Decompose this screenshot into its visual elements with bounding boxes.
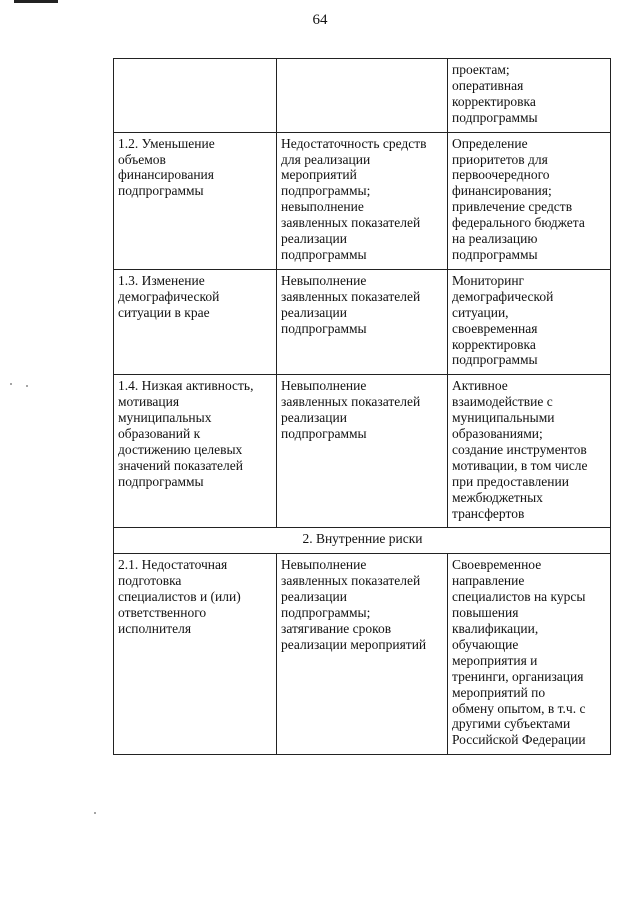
risk-cell <box>114 132 277 269</box>
cell-text-line: подпрограммы <box>452 109 538 125</box>
cell-text-line: реализации <box>281 231 347 247</box>
scan-speck <box>26 385 28 387</box>
cell-text-line: Своевременное <box>452 557 542 573</box>
cell-text-line: заявленных показателей <box>281 215 421 231</box>
cell-text-line: федерального бюджета <box>452 215 585 231</box>
page-number: 64 <box>312 12 328 28</box>
risk-table <box>113 58 611 755</box>
cause-cell <box>277 375 448 528</box>
section-heading: 2. Внутренние риски <box>114 528 611 554</box>
section-row <box>114 528 611 554</box>
cell-text-line: приоритетов для <box>452 151 548 167</box>
cell-text-line: Невыполнение <box>281 557 367 573</box>
scan-speck <box>10 383 12 385</box>
risk-cell <box>114 375 277 528</box>
cell-text-line: подпрограммы <box>118 473 204 489</box>
cell-text-line: реализации <box>281 589 347 605</box>
cell-text-line: подпрограммы <box>452 246 538 262</box>
cell-text-line: достижению целевых <box>118 441 243 457</box>
cell-text-line: привлечение средств <box>452 199 573 215</box>
cell-text-line: муниципальных <box>118 410 212 426</box>
cell-text-line: образованиями; <box>452 426 543 442</box>
cell-text-line: Недостаточность средств <box>281 135 427 151</box>
cell-text-line: корректировка <box>452 93 536 109</box>
cause-cell <box>277 269 448 374</box>
risk-cell <box>114 554 277 755</box>
cell-text-line: демографической <box>452 288 554 304</box>
table-row <box>114 375 611 528</box>
cell-text-line: исполнителя <box>118 621 192 636</box>
cell-text-line: ответственного <box>118 605 207 621</box>
cell-text-line: ситуации, <box>452 304 509 320</box>
cell-text-line: мероприятий по <box>452 684 546 700</box>
cell-text-line: на реализацию <box>452 231 538 247</box>
cell-text-line: специалистов на курсы <box>452 589 586 605</box>
cause-cell <box>277 59 448 133</box>
risk-cell <box>114 269 277 374</box>
cell-text-line: проектам; <box>452 62 510 77</box>
cell-text-line: своевременная <box>452 320 538 336</box>
cell-text-line: мероприятия и <box>452 652 538 668</box>
cause-cell <box>277 132 448 269</box>
cell-text-line: образований к <box>118 426 201 442</box>
measures-cell <box>448 375 611 528</box>
cell-text-line: Невыполнение <box>281 272 367 288</box>
cell-text-line: подпрограммы <box>281 320 367 336</box>
cell-text-line: 1.3. Изменение <box>118 272 205 288</box>
cell-text-line: реализации мероприятий <box>281 636 427 652</box>
cell-text-line: затягивание сроков <box>281 621 392 636</box>
table-row <box>114 59 611 133</box>
cell-text-line: значений показателей <box>118 457 243 473</box>
cell-text-line: реализации <box>281 304 347 320</box>
measures-cell <box>448 59 611 133</box>
table-row <box>114 269 611 374</box>
cell-text-line: обучающие <box>452 636 519 652</box>
cell-text-line: подпрограммы; <box>281 605 371 621</box>
cell-text-line: повышения <box>452 605 519 621</box>
cell-text-line: тренинги, организация <box>452 668 584 684</box>
cell-text-line: муниципальными <box>452 410 555 426</box>
cell-text-line: Определение <box>452 135 528 151</box>
cell-text-line: подготовка <box>118 573 182 589</box>
cell-text-line: невыполнение <box>281 199 364 215</box>
cell-text-line: ситуации в крае <box>118 304 210 320</box>
cell-text-line: демографической <box>118 288 220 304</box>
cell-text-line: первоочередного <box>452 167 550 183</box>
cell-text-line: подпрограммы; <box>281 183 371 199</box>
cell-text-line: трансфертов <box>452 505 525 521</box>
cell-text-line: Активное <box>452 378 508 394</box>
cell-text-line: создание инструментов <box>452 441 587 457</box>
risk-table-body <box>114 59 611 755</box>
measures-cell <box>448 132 611 269</box>
cell-text-line: 1.2. Уменьшение <box>118 135 215 151</box>
cell-text-line: межбюджетных <box>452 489 543 505</box>
table-row <box>114 132 611 269</box>
cell-text-line: для реализации <box>281 151 371 167</box>
measures-cell <box>448 554 611 755</box>
cell-text-line: квалификации, <box>452 621 539 636</box>
risk-cell <box>114 59 277 133</box>
cell-text-line: мероприятий <box>281 167 357 183</box>
table-row <box>114 554 611 755</box>
scan-corner-mark <box>14 0 58 3</box>
cell-text-line: заявленных показателей <box>281 394 421 410</box>
cell-text-line: Российской Федерации <box>452 732 586 748</box>
cell-text-line: подпрограммы <box>452 352 538 368</box>
cell-text-line: заявленных показателей <box>281 573 421 589</box>
cell-text-line: специалистов и (или) <box>118 589 241 605</box>
cell-text-line: направление <box>452 573 525 589</box>
cell-text-line: Мониторинг <box>452 272 525 288</box>
cause-cell <box>277 554 448 755</box>
cell-text-line: оперативная <box>452 77 524 93</box>
cell-text-line: взаимодействие с <box>452 394 553 410</box>
cell-text-line: корректировка <box>452 336 536 352</box>
cell-text-line: подпрограммы <box>118 183 204 199</box>
cell-text-line: реализации <box>281 410 347 426</box>
cell-text-line: мотивация <box>118 394 180 410</box>
cell-text-line: 1.4. Низкая активность, <box>118 378 254 394</box>
cell-text-line: другими субъектами <box>452 716 571 732</box>
cell-text-line: подпрограммы <box>281 426 367 442</box>
cell-text-line: финансирования <box>118 167 214 183</box>
measures-cell <box>448 269 611 374</box>
cell-text-line: при предоставлении <box>452 473 569 489</box>
scan-speck <box>94 812 96 814</box>
cell-text-line: обмену опытом, в т.ч. с <box>452 700 586 716</box>
cell-text-line: заявленных показателей <box>281 288 421 304</box>
cell-text-line: финансирования; <box>452 183 552 199</box>
cell-text-line: подпрограммы <box>281 246 367 262</box>
cell-text-line: мотивации, в том числе <box>452 457 588 473</box>
cell-text-line: 2.1. Недостаточная <box>118 557 228 573</box>
cell-text-line: объемов <box>118 151 166 167</box>
cell-text-line: Невыполнение <box>281 378 367 394</box>
